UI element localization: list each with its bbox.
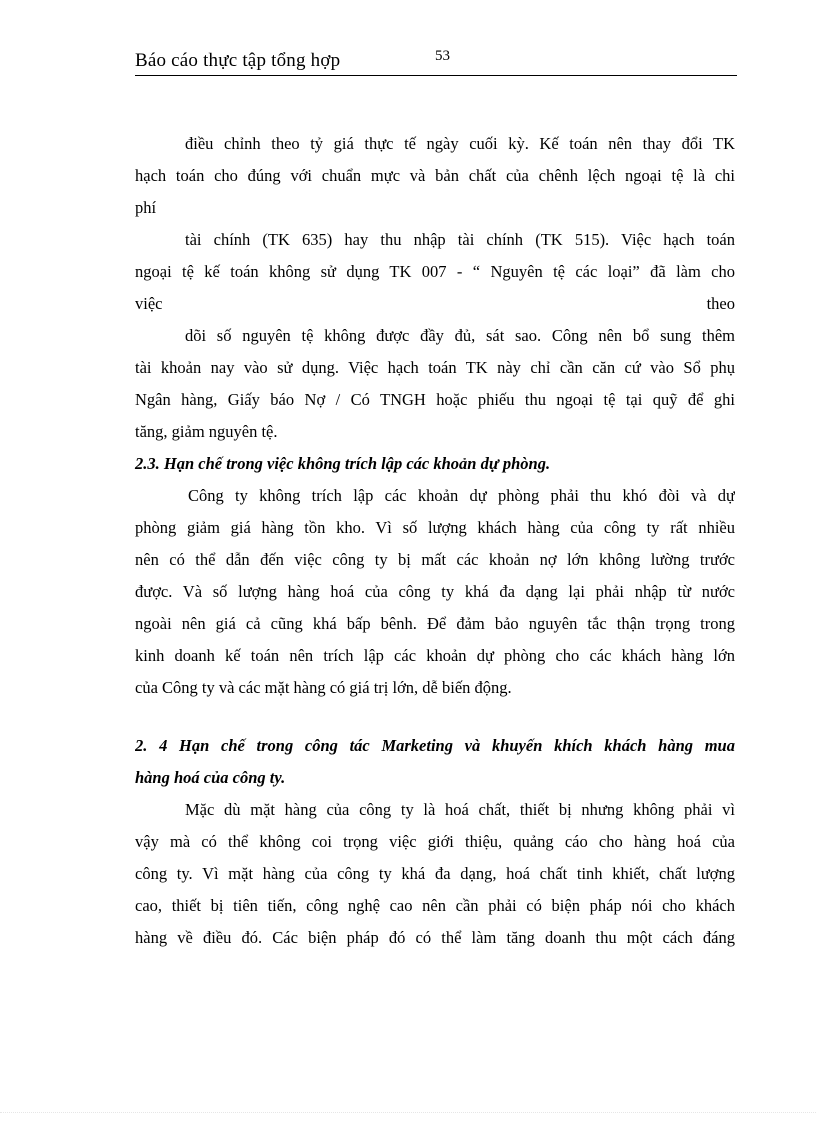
text-fragment: việc (135, 294, 163, 313)
text-line: phí (135, 198, 157, 217)
text-line: Mặc dù mặt hàng của công ty là hoá chất, thiết bị nhưng không phải vì (185, 800, 735, 819)
text-line: tăng, giảm nguyên tệ. (135, 422, 278, 441)
text-line: kinh doanh kế toán nên trích lập các khoản dự phòng cho các khách hàng lớn (135, 646, 735, 665)
text-line: tài chính (TK 635) hay thu nhập tài chính (TK 515). Việc hạch toán (185, 230, 735, 249)
text-line: công ty. Vì mặt hàng của công ty khá đa dạng, hoá chất tinh khiết, chất lượng (135, 864, 735, 883)
text-line: cao, thiết bị tiên tiến, công nghệ cao nên cần phải có biện pháp nói cho khách (135, 896, 735, 915)
text-line: điều chỉnh theo tỷ giá thực tế ngày cuối kỳ. Kế toán nên thay đổi TK (185, 134, 735, 153)
report-title: Báo cáo thực tập tổng hợp (135, 50, 341, 71)
text-line: ngoài nên giá cả cũng khá bấp bênh. Để đảm bảo nguyên tắc thận trọng trong (135, 614, 735, 633)
page-number: 53 (435, 48, 450, 64)
text-line-split (135, 288, 735, 320)
text-line: phòng giảm giá hàng tồn kho. Vì số lượng khách hàng của công ty rất nhiều (135, 518, 735, 537)
text-line: ngoại tệ kế toán không sử dụng TK 007 - “ Nguyên tệ các loại” đã làm cho (135, 262, 735, 281)
text-line: nên có thể dẫn đến việc công ty bị mất các khoản nợ lớn không lường trước (135, 550, 735, 569)
section-heading-2-4-cont: hàng hoá của công ty. (135, 768, 286, 787)
text-line: của Công ty và các mặt hàng có giá trị lớn, dễ biến động. (135, 678, 512, 697)
text-line: hàng về điều đó. Các biện pháp đó có thể làm tăng doanh thu một cách đáng (135, 928, 735, 947)
text-line: được. Và số lượng hàng hoá của công ty khá đa dạng lại phải nhập từ nước (135, 582, 735, 601)
text-line: Công ty không trích lập các khoản dự phòng phải thu khó đòi và dự (188, 486, 735, 505)
text-line: vậy mà có thể không coi trọng việc giới thiệu, quảng cáo cho hàng hoá của (135, 832, 735, 851)
header-rule (135, 75, 737, 76)
section-heading-2-4: 2. 4 Hạn chế trong công tác Marketing và khuyến khích khách hàng mua (135, 736, 735, 755)
text-fragment: theo (706, 294, 735, 313)
text-line: Ngân hàng, Giấy báo Nợ / Có TNGH hoặc phiếu thu ngoại tệ tại quỹ để ghi (135, 390, 735, 409)
paragraph-gap (135, 704, 735, 730)
text-line: tài khoản nay vào sử dụng. Việc hạch toán TK này chỉ cần căn cứ vào Sổ phụ (135, 358, 735, 377)
page-edge (0, 1112, 816, 1113)
document-body (135, 128, 735, 954)
page-header (135, 44, 737, 76)
text-line: dõi số nguyên tệ không được đầy đủ, sát sao. Công nên bổ sung thêm (185, 326, 735, 345)
section-heading-2-3: 2.3. Hạn chế trong việc không trích lập các khoản dự phòng. (135, 454, 551, 473)
text-line: hạch toán cho đúng với chuẩn mực và bản chất của chênh lệch ngoại tệ là chi (135, 166, 735, 185)
